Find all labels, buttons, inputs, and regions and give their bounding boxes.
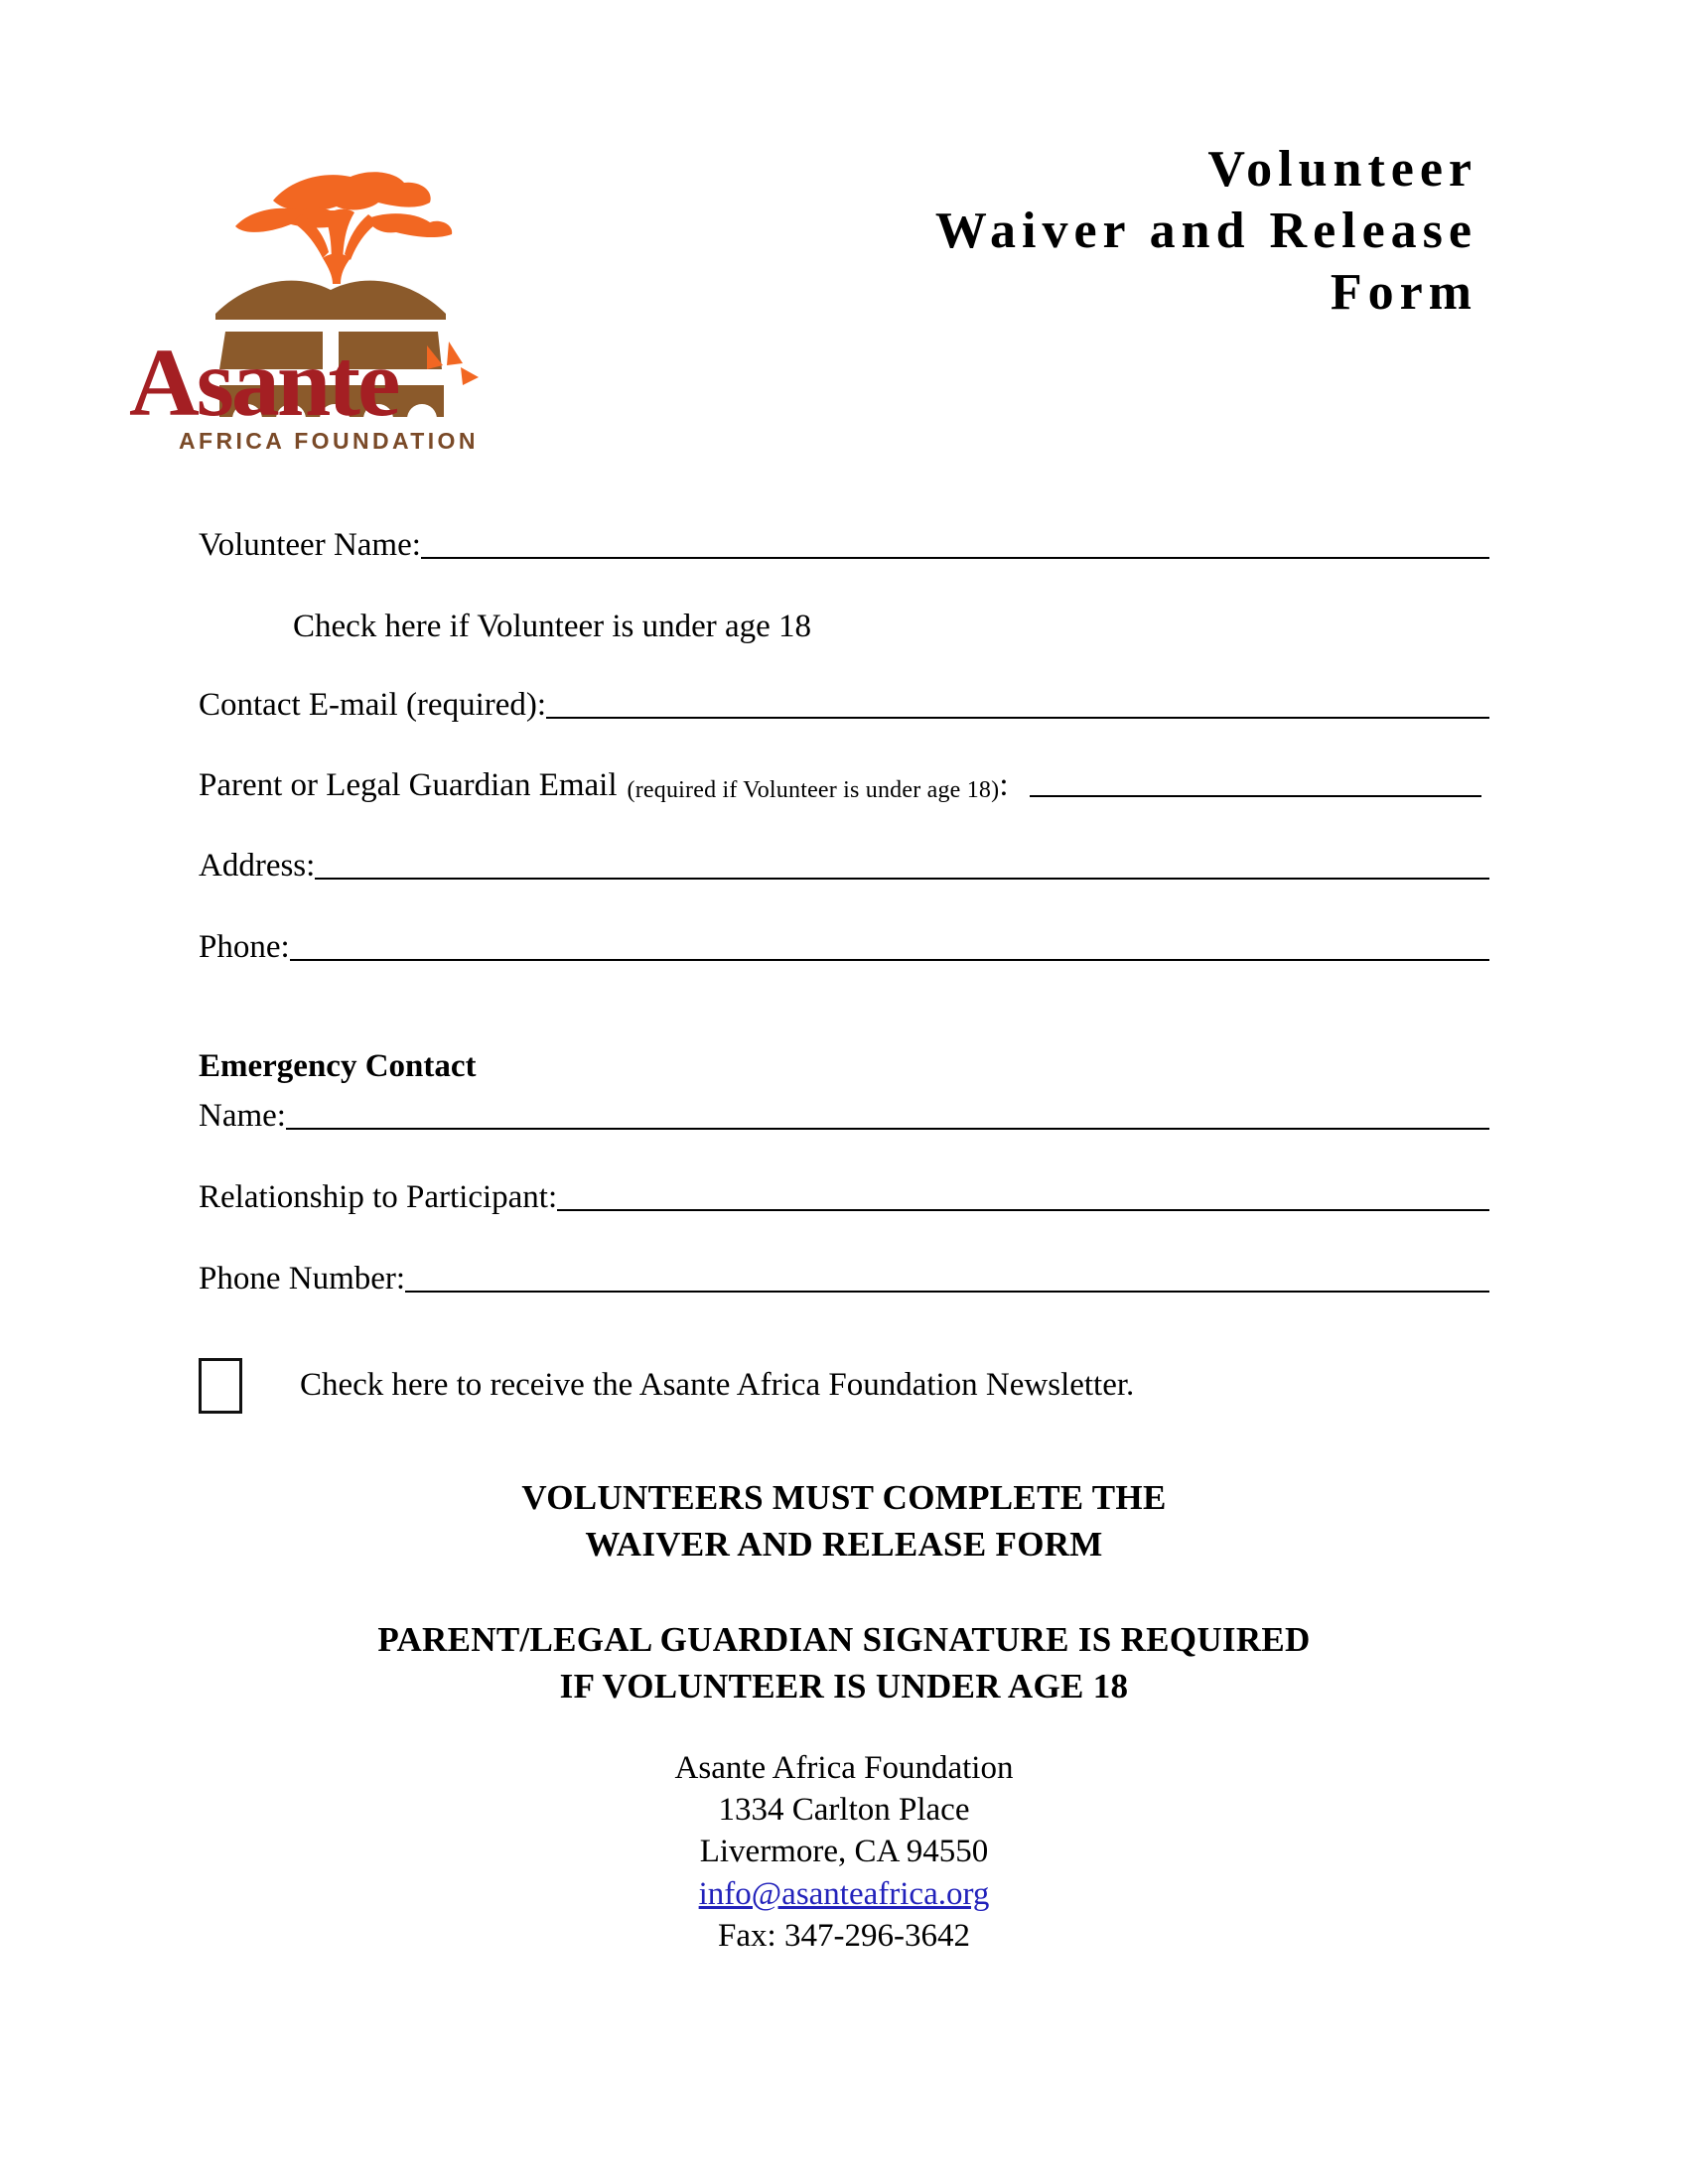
volunteer-name-label: Volunteer Name: [199,527,421,563]
organization-footer [0,1747,1688,1957]
asante-africa-foundation-logo [129,119,501,457]
guardian-email-note: (required if Volunteer is under age 18) [627,776,1000,803]
required-notices [0,1474,1688,1709]
contact-email-row [199,686,1489,725]
newsletter-optin-row[interactable] [199,1358,1489,1414]
emergency-phone-label: Phone Number: [199,1260,406,1297]
guardian-email-input[interactable] [1030,794,1481,797]
newsletter-checkbox[interactable] [199,1358,242,1414]
page-title-line-2: Waiver and Release [934,202,1477,259]
phone-input[interactable] [290,958,1489,961]
guardian-email-colon: : [999,766,1009,803]
logo-spark-icon [427,341,479,385]
address-row [199,847,1489,886]
under-age-note[interactable]: Check here if Volunteer is under age 18 [293,608,812,644]
guardian-email-row [199,767,1489,804]
emergency-name-input[interactable] [286,1127,1489,1130]
phone-row [199,928,1489,967]
notice-separator [0,1569,1688,1616]
emergency-relationship-input[interactable] [557,1208,1489,1211]
notice-guardian-signature-line-2: IF VOLUNTEER IS UNDER AGE 18 [559,1666,1129,1706]
acacia-tree-icon [235,172,452,284]
phone-label: Phone: [199,928,290,965]
document-header [0,0,1688,496]
logo-tagline: AFRICA FOUNDATION [179,428,479,454]
page-title-line-1: Volunteer [1207,141,1477,198]
notice-complete-waiver [0,1474,1688,1569]
volunteer-name-input[interactable] [421,556,1489,559]
notice-guardian-signature [0,1616,1688,1710]
footer-fax: Fax: 347-296-3642 [718,1917,970,1954]
guardian-email-label: Parent or Legal Guardian Email [199,766,618,803]
emergency-relationship-row [199,1178,1489,1217]
address-input[interactable] [315,877,1489,880]
emergency-phone-input[interactable] [405,1290,1489,1293]
footer-email-link[interactable]: info@asanteafrica.org [698,1875,990,1912]
logo-wordmark: Asante [129,330,398,437]
footer-city-state-zip: Livermore, CA 94550 [699,1834,989,1870]
footer-organization: Asante Africa Foundation [674,1750,1014,1786]
emergency-name-row [199,1097,1489,1136]
notice-guardian-signature-line-1: PARENT/LEGAL GUARDIAN SIGNATURE IS REQUIRED [377,1619,1311,1659]
contact-email-label: Contact E-mail (required): [199,686,547,723]
newsletter-checkbox-label: Check here to receive the Asante Africa Foundation Newsletter. [300,1367,1135,1403]
page-title [935,139,1477,324]
contact-email-input[interactable] [546,716,1489,719]
notice-complete-waiver-line-1: VOLUNTEERS MUST COMPLETE THE [521,1478,1167,1517]
notice-complete-waiver-line-2: WAIVER AND RELEASE FORM [585,1525,1103,1565]
page-title-line-3: Form [1330,263,1477,321]
emergency-name-label: Name: [199,1097,286,1134]
form-fields [199,526,1489,1414]
footer-street: 1334 Carlton Place [718,1792,970,1829]
emergency-phone-row [199,1260,1489,1298]
emergency-relationship-label: Relationship to Participant: [199,1178,558,1215]
volunteer-name-row [199,526,1489,565]
emergency-contact-heading: Emergency Contact [199,1047,477,1084]
address-label: Address: [199,847,316,884]
